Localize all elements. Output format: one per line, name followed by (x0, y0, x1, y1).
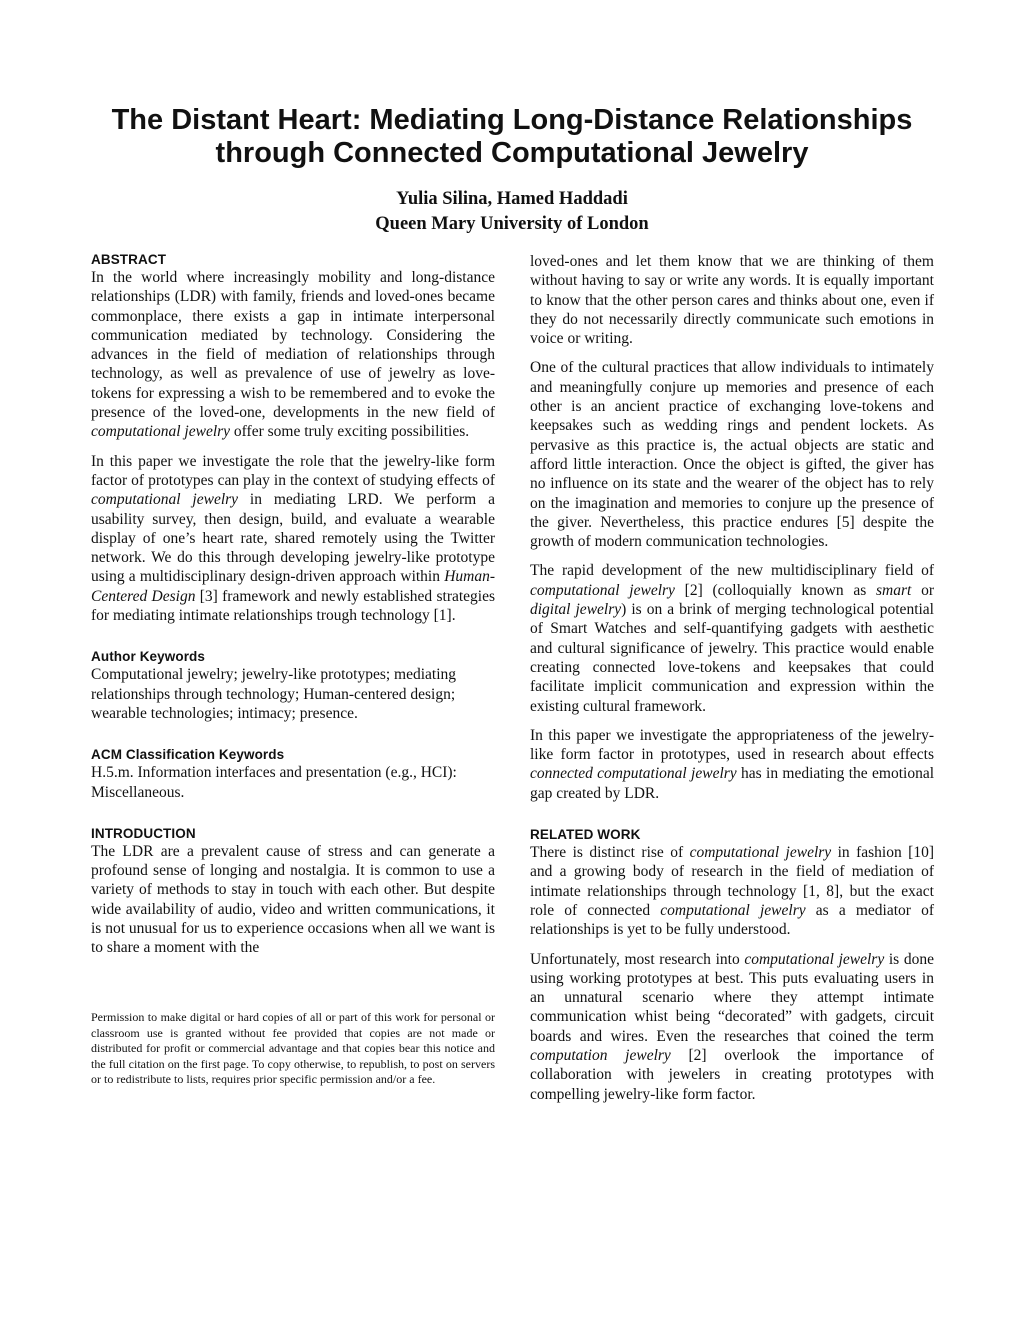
text-run: The rapid development of the new multidisciplinary field of (530, 562, 934, 580)
title-line-2: through Connected Computational Jewelry (215, 137, 809, 169)
left-column (91, 252, 495, 968)
introduction-paragraph-3 (530, 561, 934, 715)
emphasis-run: digital jewelry (530, 601, 622, 619)
text-run: in mediating LRD. We perform a usability survey, then design, build, and evaluate a wearable display of one’s heart rate, shared remotely using the Twitter network. We do this through developing jewelry-like prototype using a multidisciplinary design-driven approach within (91, 491, 495, 586)
emphasis-run: computational jewelry (91, 491, 239, 509)
emphasis-run: computation jewelry (530, 1046, 671, 1064)
text-run: is done using working prototypes at best. This puts evaluating users in an unnatural scenario where they attempt intimate communication whist being “decorated” with gadgets, circuit boards and wires. Even the researches that coined the term (530, 950, 935, 1045)
introduction-section (91, 826, 495, 958)
related-work-paragraph-2 (530, 950, 934, 1104)
emphasis-run: computational jewelry (91, 423, 231, 441)
emphasis-run: computational jewelry (689, 844, 832, 862)
text-run: There is distinct rise of (530, 844, 690, 862)
text-run: as a mediator of relationships is yet to be fully understood. (530, 901, 934, 939)
author-names: Yulia Silina, Hamed Haddadi (396, 189, 628, 209)
emphasis-run: connected computational jewelry (530, 765, 737, 783)
abstract-paragraph-1 (91, 268, 495, 442)
emphasis-run: computational jewelry (744, 950, 885, 968)
introduction-paragraph-1-continued: loved-ones and let them know that we are thinking of them without having to say or write any words. It is equally important to know that the other person cares and thinks about one, even if they do not necessarily directly communicate such emotions in voice or writing. (530, 253, 934, 348)
abstract-paragraph-2 (91, 452, 495, 626)
acm-keywords-section (91, 747, 495, 802)
text-run: ) is on a brink of merging technological potential of Smart Watches and self-quantifying gadgets with aesthetic and cultural significance of jewelry. This practice would enable creating connected love-tokens and keepsakes that could facilitate implicit communication and expression within the existing cultural framework. (530, 601, 934, 715)
author-keywords-section (91, 649, 495, 723)
text-run: offer some truly exciting possibilities. (230, 423, 470, 441)
related-work-paragraph-1 (530, 843, 934, 939)
acm-keywords-text: H.5.m. Information interfaces and presentation (e.g., HCI): Miscellaneous. (91, 764, 457, 801)
text-run: In the world where increasingly mobility and long-distance relationships (LDR) with family, friends and loved-ones became commonplace, there exists a gap in intimate interpersonal communication mediated by technology. Considering the advances in the field of mediation of relationships through technology, as well as prevalence of use of jewelry as love-tokens for expressing a wish to be remembered and to evoke the presence of the loved-one, developments in the new field of (91, 269, 495, 422)
paper-title (60, 104, 964, 170)
text-run: [3] framework and newly established strategies for mediating intimate relationships trough technology [1]. (91, 587, 496, 625)
text-run: Unfortunately, most research into (530, 950, 745, 968)
text-run: [2] (colloquially known as (674, 581, 877, 599)
text-run: has in mediating the emotional gap created by LDR. (530, 765, 935, 802)
abstract-section (91, 252, 495, 625)
title-line-1: The Distant Heart: Mediating Long-Distance Relationships (111, 104, 913, 136)
emphasis-run: computational jewelry (660, 901, 806, 919)
emphasis-run: Human-Centered Design (91, 568, 495, 605)
text-run: In this paper we investigate the role that the jewelry-like form factor of prototypes can play in the context of studying effects of (91, 452, 495, 489)
related-work-section (530, 827, 934, 1104)
permission-notice: Permission to make digital or hard copies of all or part of this work for personal or classroom use is granted without fee provided that copies are not made or distributed for profit or commercial advantage and that copies bear this notice and the full citation on the first page. To copy otherwise, to republish, to post on servers or to redistribute to lists, requires prior specific permission and/or a fee. (91, 1010, 495, 1087)
introduction-heading: INTRODUCTION (91, 825, 196, 841)
introduction-paragraph-1: The LDR are a prevalent cause of stress and can generate a profound sense of longing and nostalgia. It is common to use a variety of methods to stay in touch with each other. But despite wide availability of audio, video and written communications, it is not unusual for us to experience occasions when all we want is to share a moment with the (91, 842, 495, 957)
author-keywords-text: Computational jewelry; jewelry-like prototypes; mediating relationships through technology; Human-centered design; wearable technologies; intimacy; presence. (91, 666, 457, 722)
text-run: or (911, 581, 934, 599)
text-run: [2] overlook the importance of collaboration with jewelers in creating prototypes with compelling jewelry-like form factor. (530, 1046, 934, 1103)
acm-keywords-heading: ACM Classification Keywords (91, 747, 285, 763)
introduction-paragraph-4 (530, 726, 934, 803)
author-block (60, 187, 964, 237)
introduction-paragraph-2: One of the cultural practices that allow individuals to intimately and meaningfully conjure up memories and presence of each other is an ancient practice of exchanging love-tokens and keepsakes such as wedding rings and pendent lockets. As pervasive as this practice is, the actual objects are static and afford little interaction. Once the object is gifted, the giver has no influence on its state and the wearer of the object has to rely on the imagination and memories to conjure up the presence of the giver. Nevertheless, this practice endures [5] despite the growth of modern communication technologies. (530, 359, 934, 551)
related-work-heading: RELATED WORK (530, 827, 641, 843)
emphasis-run: smart (876, 581, 912, 599)
author-keywords-heading: Author Keywords (91, 649, 206, 665)
abstract-heading: ABSTRACT (91, 252, 167, 267)
text-run: in fashion [10] and a growing body of research in the field of mediation of intimate relationships through technology [1, 8], but the exact role of connected (530, 844, 934, 919)
emphasis-run: computational jewelry (530, 581, 675, 599)
right-column (530, 252, 934, 1114)
text-run: In this paper we investigate the appropriateness of the jewelry-like form factor in prototypes, used in research about effects (530, 726, 934, 764)
author-affiliation: Queen Mary University of London (375, 214, 649, 234)
